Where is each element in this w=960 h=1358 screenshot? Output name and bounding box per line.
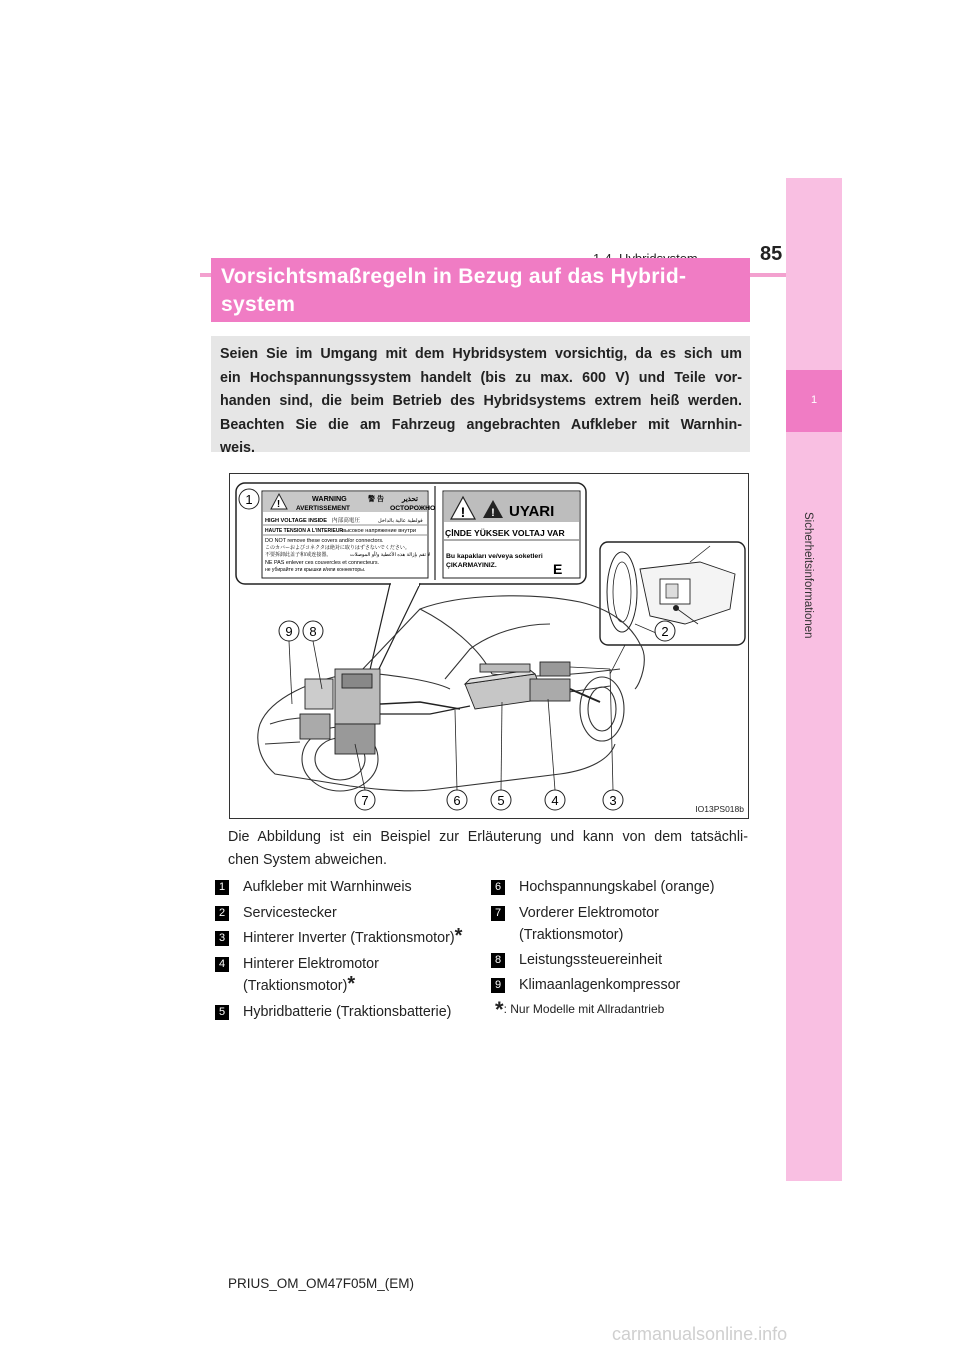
svg-text:!: !: [491, 507, 495, 519]
sticker-text: 不要拆卸此盖子和/或连接器。: [265, 552, 332, 558]
callout-3: 3: [609, 793, 617, 808]
footer-model-code: PRIUS_OM_OM47F05M_(EM): [228, 1276, 415, 1291]
chapter-label: Sicherheitsinformationen: [802, 512, 814, 639]
legend-text: Vorderer Elektromotor: [519, 905, 659, 921]
sticker-text: ÇİNDE YÜKSEK VOLTAJ VAR: [445, 528, 565, 538]
caption-line: Die Abbildung ist ein Beispiel zur Erläuterung und kann von dem tatsächli-: [228, 829, 748, 845]
legend-number: 5: [215, 1005, 229, 1020]
legend-text: Leistungssteuereinheit: [519, 952, 663, 968]
legend-number: 3: [215, 931, 229, 946]
legend-number: 2: [215, 906, 229, 921]
footnote: [495, 997, 665, 1022]
callout-7: 7: [361, 793, 369, 808]
sticker-text: تحذير: [402, 496, 418, 503]
sticker-text: لا تقم بإزالة هذه الأغطية و/أو الموصلات: [350, 552, 431, 558]
legend-text: (Traktionsmotor): [243, 977, 348, 994]
callout-5: 5: [497, 793, 505, 808]
heading-line-1: Vorsichtsmaßregeln in Bezug auf das Hybrid-: [221, 265, 687, 288]
warning-label-box: [236, 483, 586, 704]
figure-caption: [228, 826, 748, 871]
intro-line: Beachten Sie die am Fahrzeug angebrachten Aufkleber mit Warnhin-: [220, 416, 742, 433]
page-number: 85: [760, 243, 783, 265]
callout-4: 4: [551, 793, 559, 808]
chapter-number-tab: [786, 370, 842, 432]
rear-components: [465, 662, 600, 709]
legend-text: Aufkleber mit Warnhinweis: [243, 879, 412, 895]
legend-text: Hinterer Inverter (Traktionsmotor): [243, 930, 455, 946]
sticker-text: WARNING: [312, 494, 347, 503]
sticker-text: NE PAS enlever ces couvercles et connecteurs.: [265, 560, 380, 566]
legend-text: Klimaanlagenkompressor: [519, 977, 681, 993]
sticker-text: ÇIKARMAYINIZ.: [446, 562, 497, 569]
intro-line: Seien Sie im Umgang mit dem Hybridsystem vorsichtig, da es sich um: [220, 346, 742, 362]
sticker-text: UYARI: [509, 503, 555, 520]
intro-line: handen sind, die beim Betrieb des Hybridsystems extrem heiß werden.: [220, 393, 742, 410]
legend-text: Hybridbatterie (Traktionsbatterie): [243, 1004, 452, 1020]
sticker-text: DO NOT remove these covers and/or connectors.: [265, 538, 384, 544]
legend-number: 1: [215, 880, 229, 895]
callout-6: 6: [453, 793, 461, 808]
hybrid-system-illustration: [229, 473, 749, 819]
legend-text: Hinterer Elektromotor: [243, 956, 379, 972]
legend-number: 6: [491, 880, 505, 895]
sticker-text: 内部高電圧: [332, 518, 360, 524]
chapter-number: 1: [810, 394, 818, 406]
footnote-text: : Nur Modelle mit Allradantrieb: [503, 1002, 665, 1016]
legend-text: Hochspannungskabel (orange): [519, 879, 715, 895]
sticker-text: ОСТОРОЖНО: [390, 505, 436, 512]
sticker-text: AVERTISSEMENT: [296, 505, 350, 512]
sticker-text: 警 告: [368, 496, 384, 503]
footnote-marker: *: [454, 925, 463, 947]
vehicle-diagram: [230, 474, 749, 819]
sticker-text: فولطية عالية بالداخل: [378, 518, 423, 524]
callout-2: 2: [661, 624, 669, 639]
sticker-text: HIGH VOLTAGE INSIDE: [265, 518, 327, 524]
watermark: carmanualsonline.info: [612, 1324, 788, 1344]
intro-line: weis.: [220, 440, 255, 457]
sticker-text: Bu kapakları ve/veya soketleri: [446, 553, 543, 560]
footnote-star: *: [495, 997, 504, 1022]
svg-text:!: !: [460, 504, 466, 520]
heading-line-2: system: [221, 293, 296, 316]
chapter-side-tab: [786, 178, 842, 1181]
sticker-text: не убирайте эти крышки и/или коннекторы.: [265, 567, 366, 573]
intro-box: [211, 336, 750, 457]
legend-text: (Traktionsmotor): [519, 926, 624, 943]
legend-number: 9: [491, 978, 505, 993]
legend-text: Servicestecker: [243, 905, 337, 921]
sticker-text: HAUTE TENSION A L'INTERIEUR: [265, 528, 344, 534]
sticker-text: E: [553, 561, 563, 577]
callout-9: 9: [285, 624, 293, 639]
section-heading: [211, 258, 750, 322]
sticker-text: высокое напряжение внутри: [342, 528, 416, 534]
figure-code: IO13PS018b: [695, 804, 744, 814]
callout-1: 1: [245, 492, 253, 507]
svg-text:!: !: [276, 499, 281, 510]
sticker-text: このカバーおよびコネクタは絶対に取りはずさないでください。: [265, 545, 410, 551]
legend-number: 7: [491, 906, 505, 921]
callout-8: 8: [309, 624, 317, 639]
legend-number: 8: [491, 953, 505, 968]
caption-line: chen System abweichen.: [228, 851, 387, 868]
footnote-marker: *: [347, 972, 356, 995]
intro-line: ein Hochspannungssystem handelt (bis zu max. 600 V) und Teile vor-: [220, 369, 742, 386]
legend-number: 4: [215, 957, 229, 972]
